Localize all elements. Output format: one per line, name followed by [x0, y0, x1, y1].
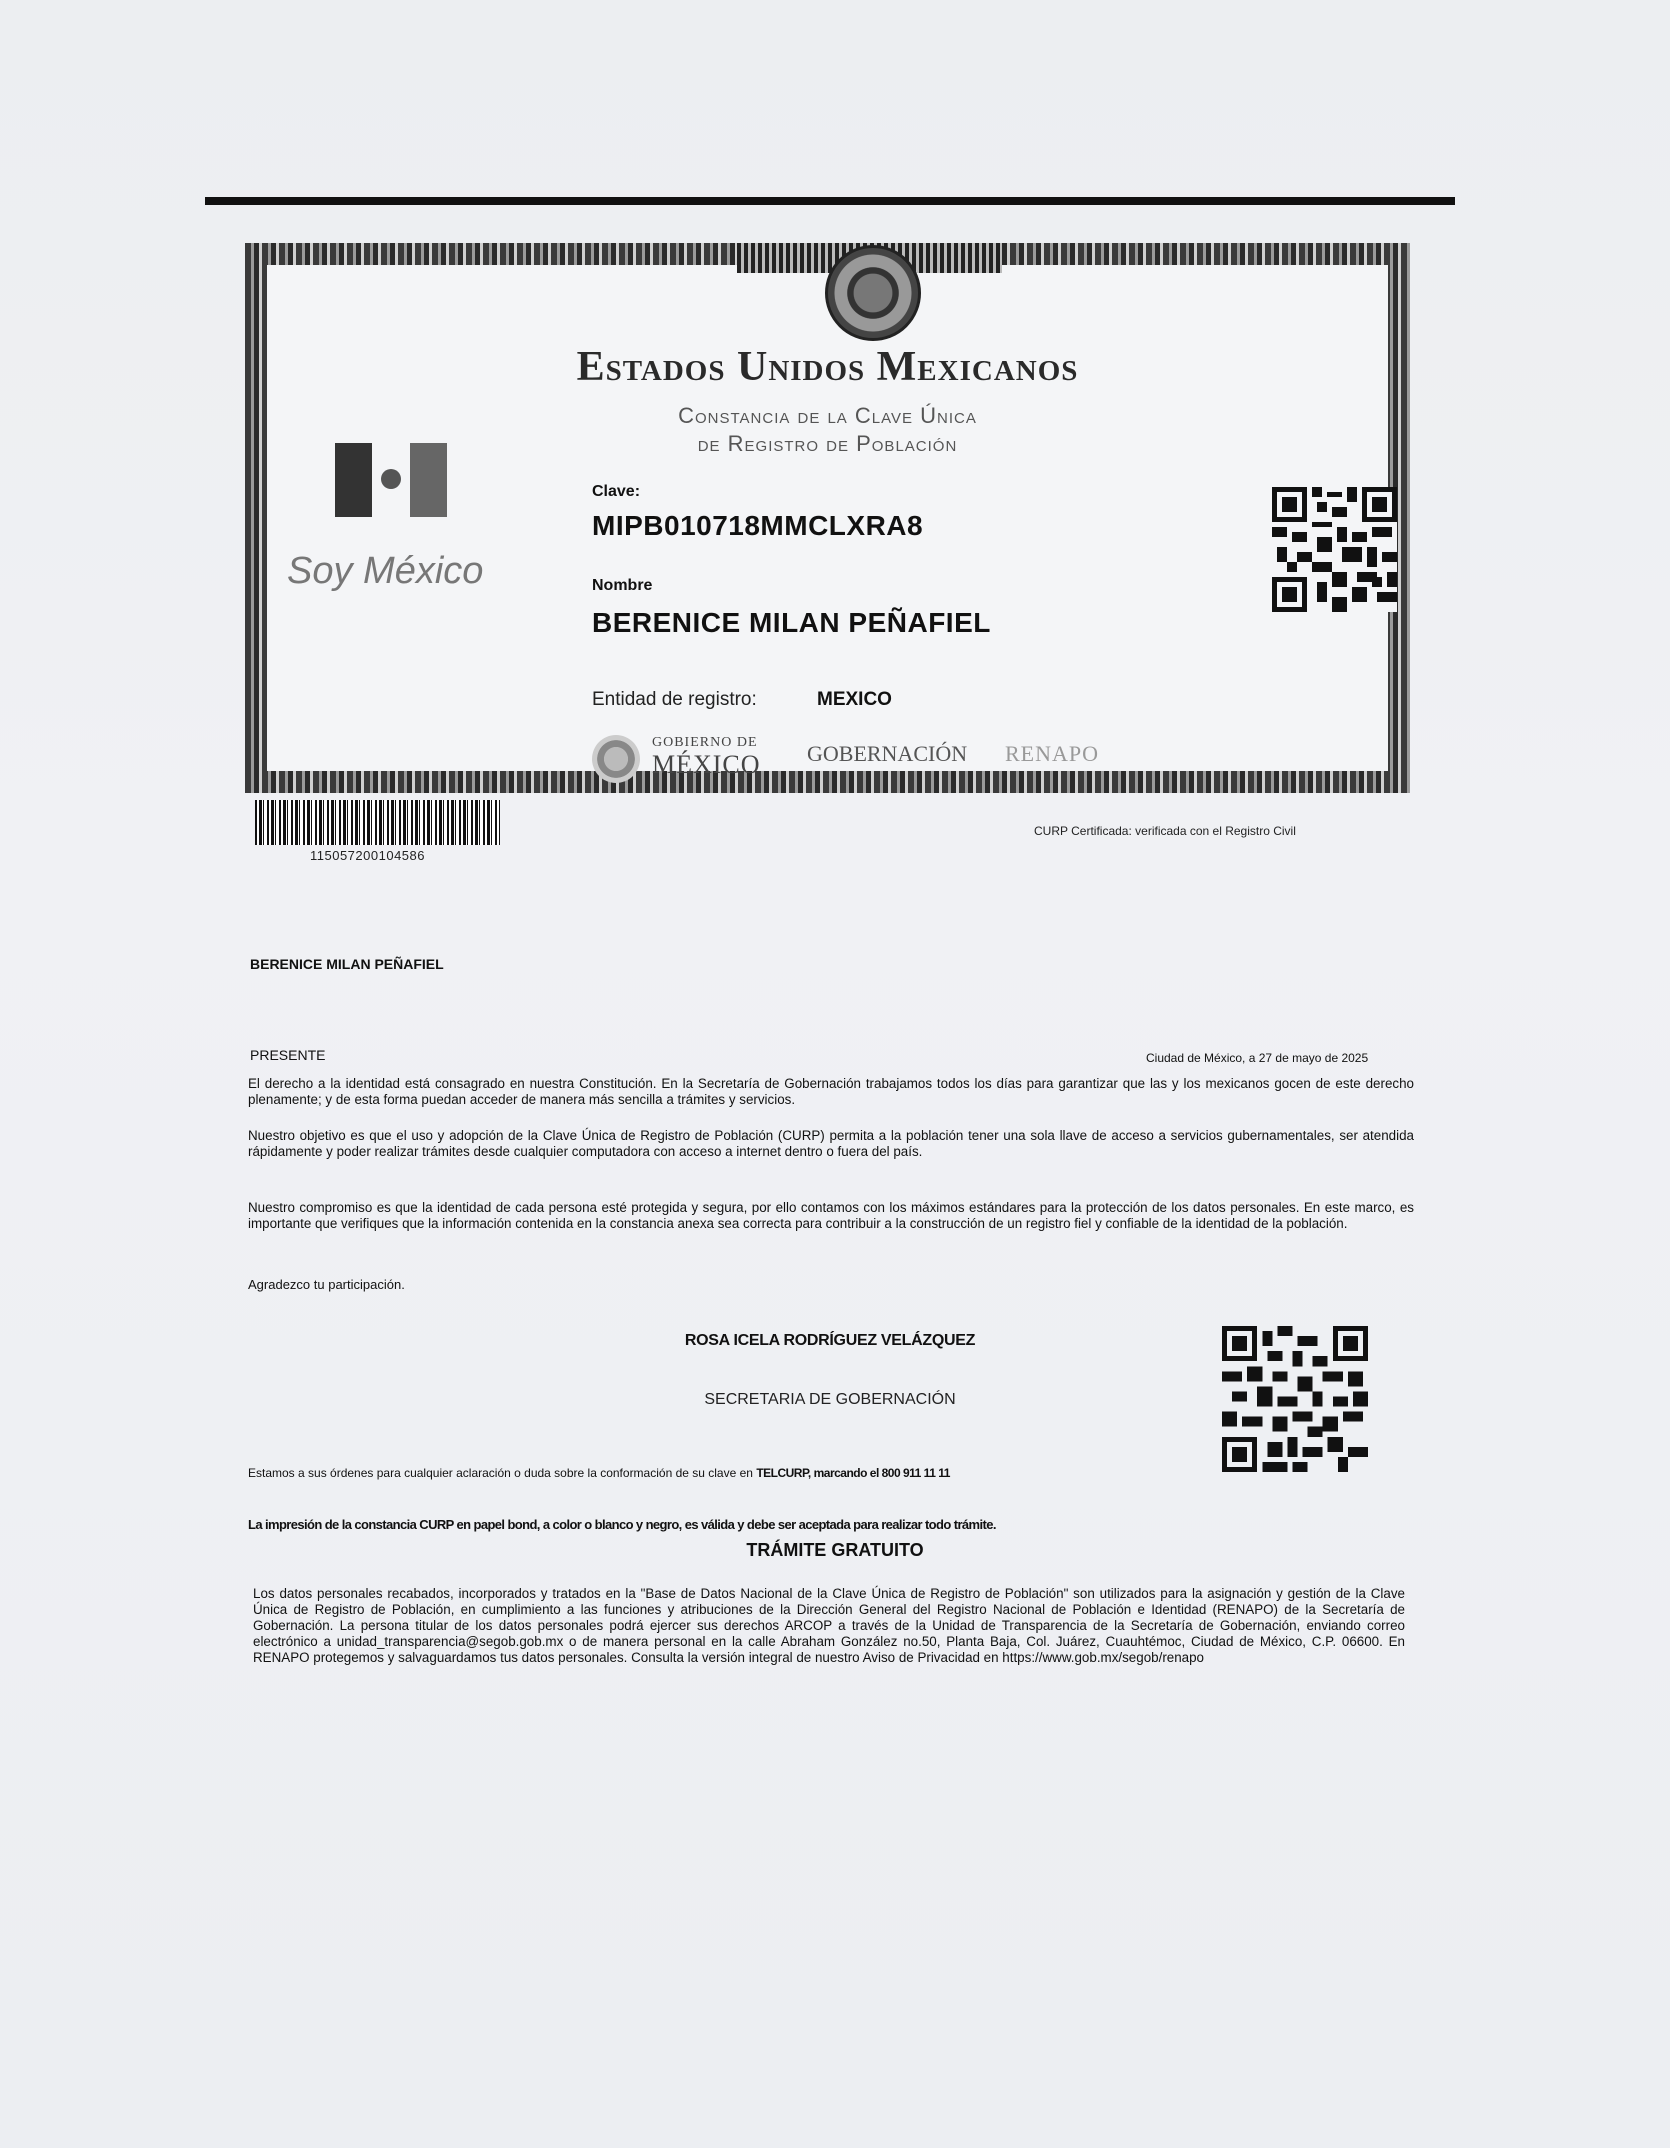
gobierno-logo-line1: GOBIERNO DE: [652, 735, 758, 750]
renapo-logo: RENAPO: [1005, 741, 1100, 766]
top-rule: [205, 197, 1455, 205]
nombre-label: Nombre: [592, 577, 653, 594]
letter-thanks: Agradezco tu participación.: [248, 1277, 405, 1292]
contact-phone: TELCURP, marcando el 800 911 11 11: [756, 1466, 950, 1480]
certificate-subtitle-1: Constancia de la Clave Única: [678, 403, 977, 428]
signatory-name: ROSA ICELA RODRÍGUEZ VELÁZQUEZ: [684, 1332, 976, 1349]
privacy-notice: Los datos personales recabados, incorporados y tratados en la "Base de Datos Nacional de la Clave Única de Registro de Población" son utilizados para la asignación y gestión de la Clave Única de Registro de Población, en cumplimiento a las funciones y atribuciones de la Dirección General del Registro Nacional de Población e Identidad (RENAPO) de la Secretaría de Gobernación. La persona titular de los datos personales podrá ejercer sus derechos ARCOP a través de la Unidad de Transparencia de la Secretaría de Gobernación, enviando correo electrónico a unidad_transparencia@segob.gob.mx o de manera personal en la calle Abraham González no.50, Planta Baja, Col. Juárez, Cuauhtémoc, Ciudad de México, C.P. 06600. En RENAPO protegemos y salvaguardamos tus datos personales. Consulta la versión integral de nuestro Aviso de Privacidad en https://www.gob.mx/segob/renapo: [253, 1586, 1405, 1665]
entidad-label: Entidad de registro:: [592, 689, 757, 710]
certificate-subtitle-2: de Registro de Población: [697, 431, 958, 456]
soy-mexico-logo: Soy México: [287, 550, 484, 592]
curp-certificate-card: [245, 243, 1410, 793]
impresion-note: La impresión de la constancia CURP en papel bond, a color o blanco y negro, es válida y debe ser aceptada para realizar todo trámite.: [248, 1517, 996, 1532]
qr-code-icon: [1272, 487, 1397, 612]
mexico-flag-icon: [335, 443, 447, 517]
qr-code-icon: [1222, 1326, 1368, 1472]
gobierno-seal-icon: [592, 735, 640, 783]
letter-paragraph-3: Nuestro compromiso es que la identidad de cada persona esté protegida y segura, por ello contamos con los máximos estándares para la protección de los datos personales. En este marco, es importante que verifiques que la información contenida en la constancia anexa sea correcta para contribuir a la construcción de un registro fiel y confiable de la identidad de la población.: [248, 1200, 1414, 1231]
letter-presente: PRESENTE: [250, 1047, 326, 1063]
entidad-value: MEXICO: [817, 689, 892, 710]
letter-paragraph-2: Nuestro objetivo es que el uso y adopción de la Clave Única de Registro de Población (CURP) permita a la población tener una sola llave de acceso a servicios gubernamentales, ser atendida rápidamente y poder realizar trámites desde cualquier computadora con acceso a internet dentro o fuera del país.: [248, 1128, 1414, 1159]
nombre-value: BERENICE MILAN PEÑAFIEL: [592, 607, 991, 638]
tramite-gratuito: TRÁMITE GRATUITO: [746, 1540, 924, 1560]
certificate-title: Estados Unidos Mexicanos: [576, 344, 1079, 390]
gobernacion-logo: GOBERNACIÓN: [807, 741, 968, 766]
contact-note-text: Estamos a sus órdenes para cualquier aclaración o duda sobre la conformación de su clave en: [248, 1466, 753, 1480]
national-seal-icon: [825, 245, 921, 341]
barcode-number: 115057200104586: [310, 848, 425, 863]
letter-paragraph-1: El derecho a la identidad está consagrado en nuestra Constitución. En la Secretaría de Gobernación trabajamos todos los días para garantizar que las y los mexicanos gocen de este derecho plenamente; y de esta forma puedan acceder de manera más sencilla a trámites y servicios.: [248, 1076, 1414, 1107]
curp-certificada-note: CURP Certificada: verificada con el Registro Civil: [1034, 824, 1296, 838]
clave-label: Clave:: [592, 483, 641, 500]
barcode-icon: [255, 800, 500, 845]
contact-note: [248, 1466, 950, 1480]
clave-value: MIPB010718MMCLXRA8: [592, 510, 924, 541]
letter-date: Ciudad de México, a 27 de mayo de 2025: [1146, 1051, 1369, 1065]
letter-addressee: BERENICE MILAN PEÑAFIEL: [250, 956, 444, 972]
signatory-title: SECRETARIA DE GOBERNACIÓN: [704, 1391, 956, 1408]
gobierno-logo-line2: MÉXICO: [652, 750, 761, 779]
